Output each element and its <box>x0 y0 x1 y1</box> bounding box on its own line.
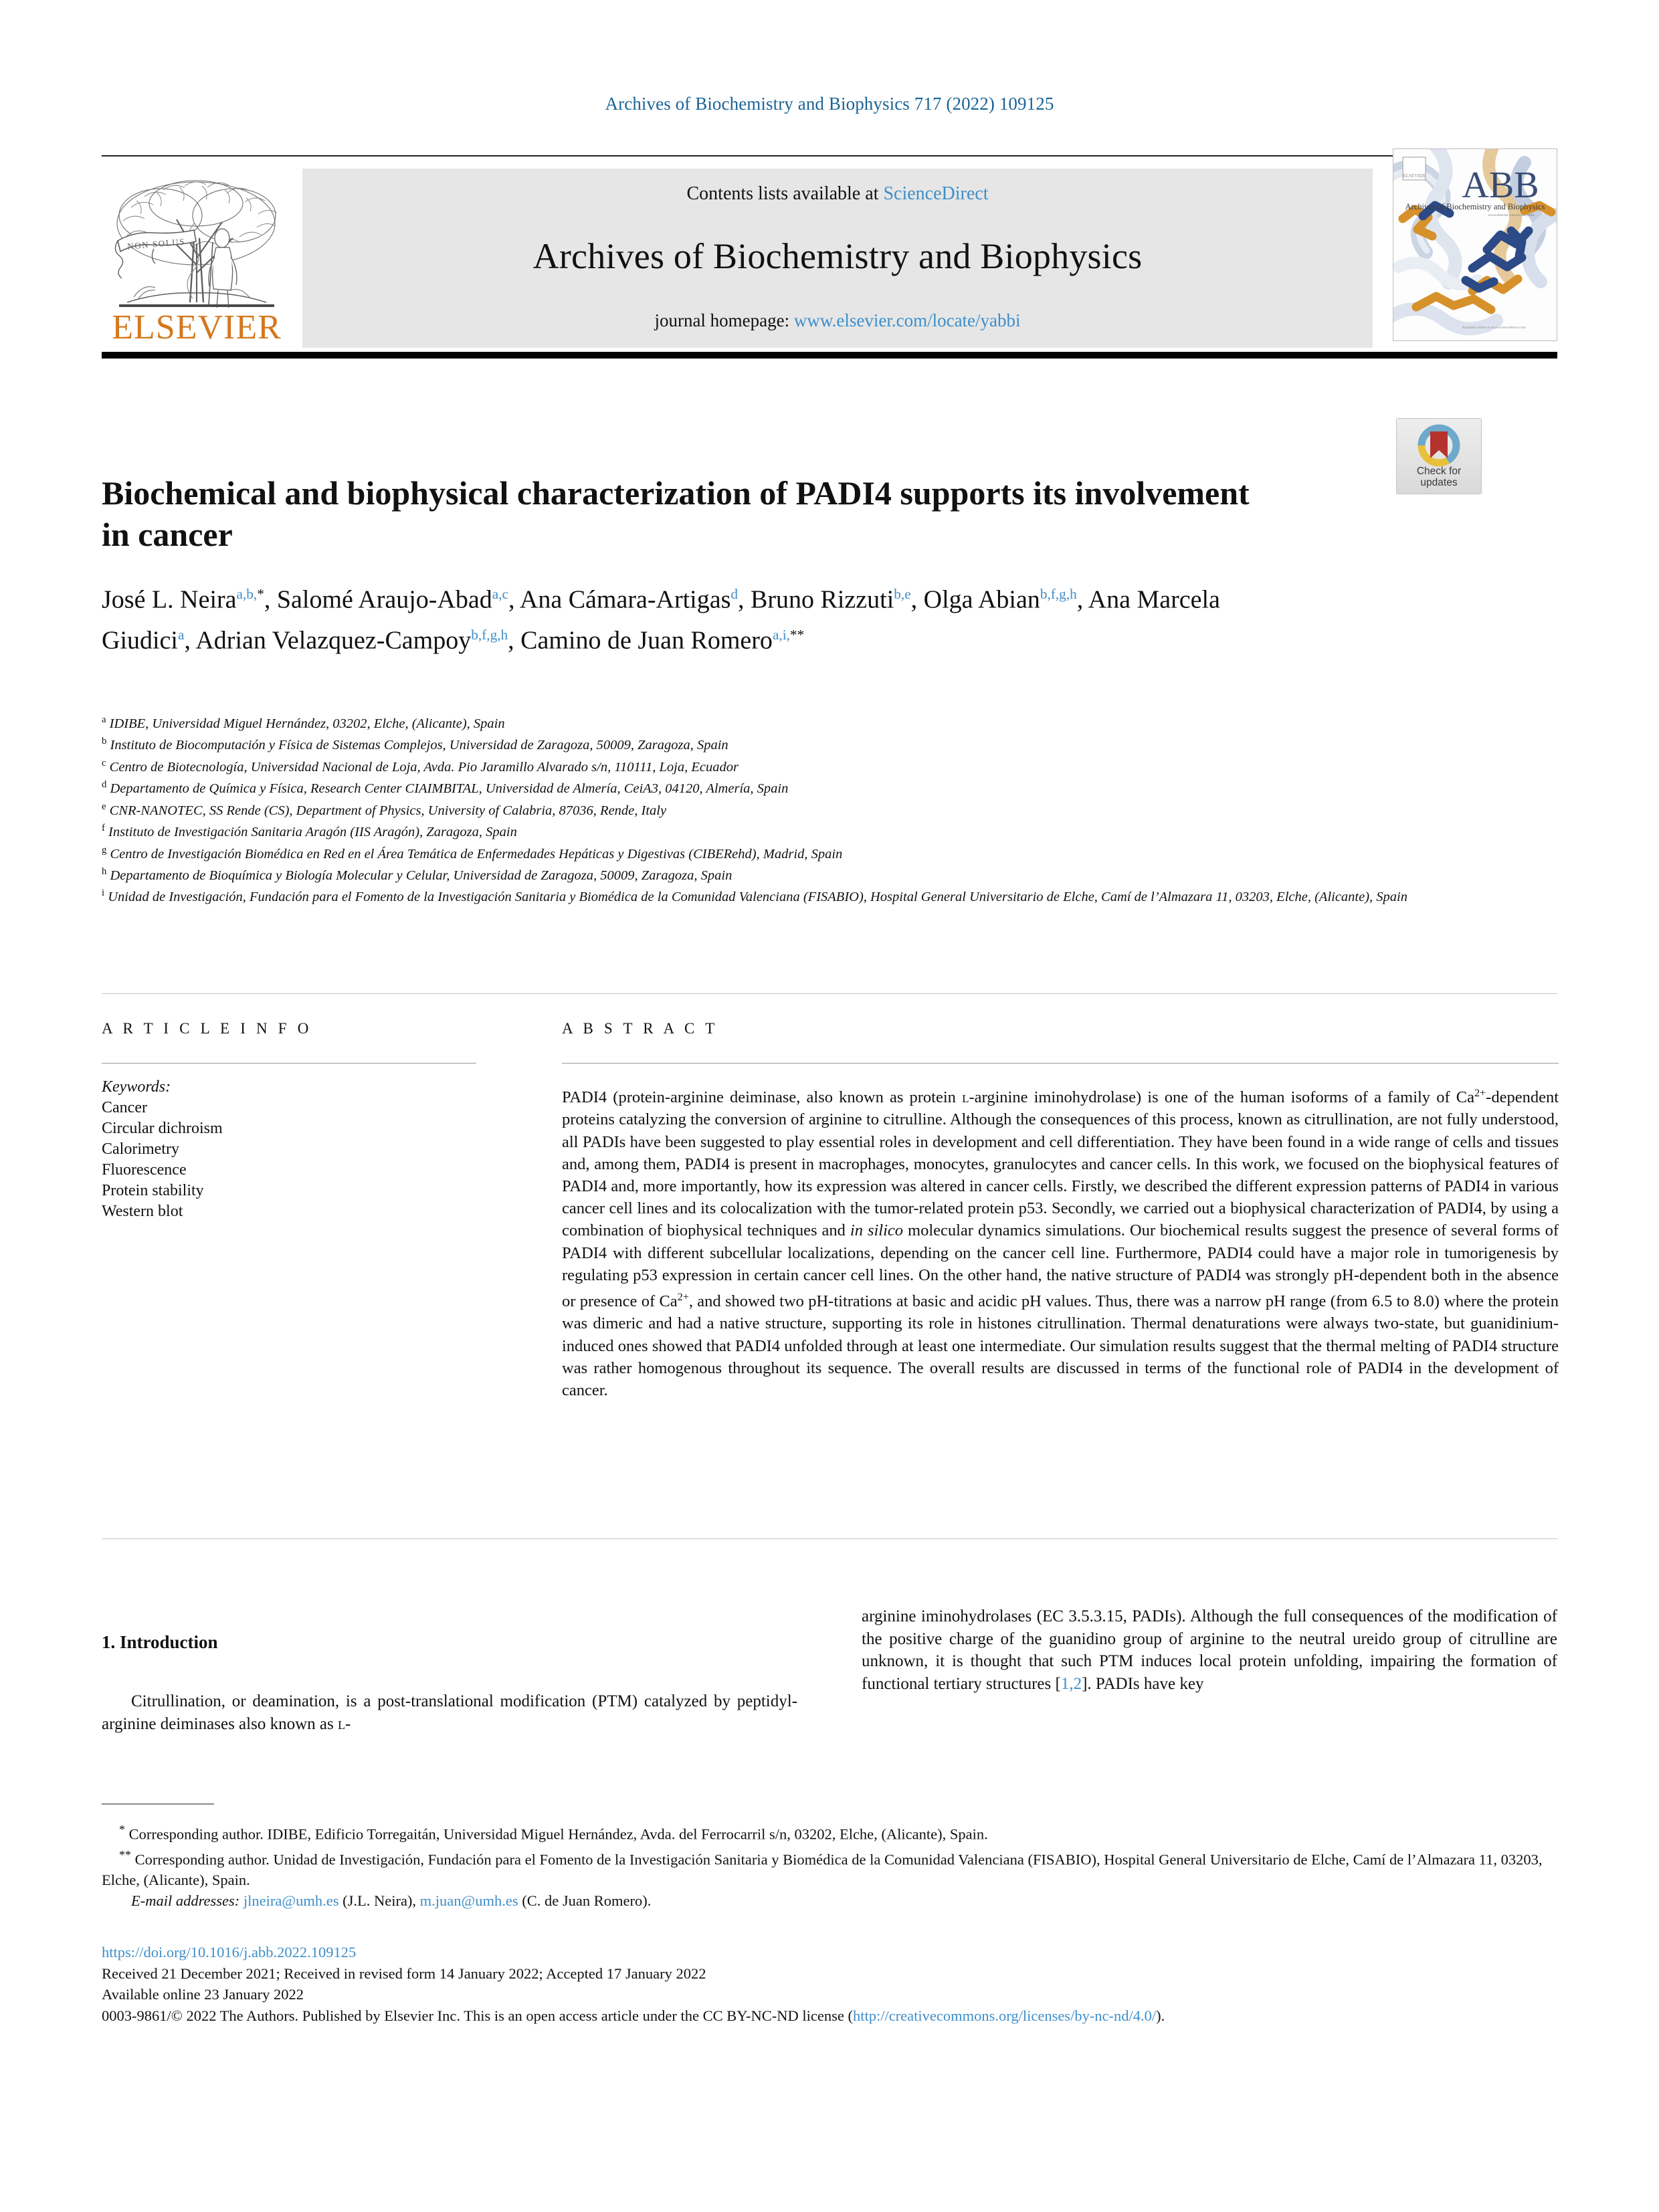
received-dates: Received 21 December 2021; Received in revised form 14 January 2022; Accepted 17 January 2022 <box>102 1965 706 1982</box>
affiliation-item <box>102 819 1413 841</box>
abstract-text: PADI4 (protein-arginine deiminase, also known as protein l-arginine iminohydrolase) is one of the human isoforms of a family of $Ca^{2+}$-dependent proteins catalyzing the conversion of arginine to citrulline. Although the consequences of this process, known as citrullination, are not fully understood, all PADIs have been suggested to play essential roles in development and cell differentiation. They have been found in a wide range of cells and tissues and, among them, PADI4 is present in macrophages, monocytes, granulocytes and cancer cells. In this work, we focused on the biophysical features of PADI4 and, more importantly, how its expression was altered in cancer cells. Firstly, we described the different expression patterns of PADI4 in various cancer cell lines and its colocalization with the tumor-related protein p53. Secondly, we carried out a biophysical characterization of PADI4, by using a combination of biophysical techniques and in silico molecular dynamics simulations. Our biochemical results suggest the presence of several forms of PADI4 with different subcellular localizations, depending on the cancer cell line. Furthermore, PADI4 could have a major role in tumorigenesis by regulating p53 expression in certain cancer cell lines. On the other hand, the native structure of PADI4 was strongly pH-dependent both in the absence or presence of $Ca^{2+}$, and showed two pH-titrations at basic and acidic pH values. Thus, there was a narrow pH range (from 6.5 to 8.0) where the protein was dimeric and had a native structure, supporting its role in histones citrullination. Thermal denaturations were always two-state, but guanidinium-induced ones showed that PADI4 unfolded through at least one intermediate. Our simulation results suggest that the thermal melting of PADI4 structure was rather homogenous throughout its sequence. The overall results are discussed in terms of the functional role of PADI4 in the development of cancer. <box>562 1088 1559 1399</box>
affiliation-text: Centro de Investigación Biomédica en Red en el Área Temática de Enfermedades Hepáticas y Digestivas (CIBERehd), Madrid, Spain <box>110 846 843 862</box>
masthead-bottom-rule <box>102 352 1557 359</box>
author-list: José L. Neira$^{a,b,*}$, Salomé Araujo-Abad$^{a,c}$, Ana Cámara-Artigas$^d$, Bruno Rizzuti$^{b,e}$, Olga Abian$^{b,f,g,h}$, Ana Marcela Giudici$^a$, Adrian Velazquez-Campoy$^{b,f,g,h}$, Camino de Juan Romero$^{a,i,**}$ <box>102 585 1220 655</box>
article-info-rule <box>102 1063 476 1064</box>
license-block <box>102 1942 1557 2026</box>
affiliation-text: IDIBE, Universidad Miguel Hernández, 03202, Elche, (Alicante), Spain <box>109 716 505 731</box>
journal-cover-art <box>1393 149 1557 340</box>
cover-abbrev-text: ABB <box>1462 165 1539 206</box>
affiliation-item <box>102 711 1413 732</box>
cover-subtitle-text: Archives of Biochemistry and Biophysics <box>1405 202 1545 211</box>
info-section-bottom-rule <box>102 1538 1557 1539</box>
affiliation-mark: a <box>102 714 106 725</box>
affiliation-item <box>102 755 1413 776</box>
journal-homepage-link[interactable]: www.elsevier.com/locate/yabbi <box>793 310 1021 330</box>
available-online: Available online 23 January 2022 <box>102 1986 304 2003</box>
corresponding-author-1: * Corresponding author. IDIBE, Edificio Torregaitán, Universidad Miguel Hernández, Avda. del Ferrocarril s/n, 03202, Elche, (Alicante), Spain. <box>119 1823 988 1843</box>
running-head: Archives of Biochemistry and Biophysics 717 (2022) 109125 <box>605 94 1054 114</box>
affiliation-mark: h <box>102 866 107 877</box>
corresponding-author-2: ** Corresponding author. Unidad de Investigación, Fundación para el Fomento de la Investigación Sanitaria y Biomédica de la Comunidad Valenciana (FISABIO), Hospital General Universitario de Elche, Camí de l’Almazara 11, 03203, Elche, (Alicante), Spain. <box>102 1847 1543 1888</box>
masthead-panel <box>302 169 1373 348</box>
affiliation-item <box>102 863 1413 884</box>
affiliation-item <box>102 841 1413 863</box>
affiliation-item <box>102 798 1413 819</box>
affiliation-item <box>102 732 1413 754</box>
affiliation-mark: f <box>102 823 105 834</box>
abstract-rule <box>562 1063 1559 1064</box>
introduction-right-column <box>862 1605 1557 1695</box>
elsevier-wordmark: ELSEVIER <box>112 308 282 346</box>
copyright-text: 0003-9861/© 2022 The Authors. Published by Elsevier Inc. This is an open access article under the CC BY-NC-ND license (http://creativecommons.org/licenses/by-nc-nd/4.0/). <box>102 2007 1165 2024</box>
affiliation-text: Unidad de Investigación, Fundación para el Fomento de la Investigación Sanitaria y Biomédica de la Comunidad Valenciana (FISABIO), Hospital General Universitario de Elche, Camí de l’Almazara 11, 03203, Elche, (Alicante), Spain <box>108 890 1407 905</box>
masthead-top-rule <box>102 155 1557 157</box>
affiliation-item <box>102 776 1413 797</box>
svg-text:www.elsevier.com/locate/yabbi: www.elsevier.com/locate/yabbi <box>1488 213 1535 217</box>
affiliation-text: Departamento de Química y Física, Research Center CIAIMBITAL, Universidad de Almería, CeiA3, 04120, Almería, Spain <box>110 781 789 797</box>
affiliation-mark: b <box>102 736 107 747</box>
contents-prefix: Contents lists available at <box>686 183 884 204</box>
crossmark-label <box>1397 466 1481 488</box>
affiliation-mark: e <box>102 801 106 812</box>
keywords-label: Keywords: <box>102 1078 171 1096</box>
crossmark-line2: updates <box>1420 477 1458 488</box>
page-title: Biochemical and biophysical characterization of PADI4 supports its involvement in cancer <box>102 474 1250 553</box>
affiliation-mark: d <box>102 779 107 791</box>
introduction-heading: 1. Introduction <box>102 1632 218 1652</box>
elsevier-motto: NON SOLUS <box>126 236 186 252</box>
abstract-heading: A B S T R A C T <box>562 1020 718 1037</box>
footnote-block <box>102 1819 1557 1911</box>
keywords-block <box>102 1077 476 1222</box>
affiliation-item <box>102 884 1413 906</box>
introduction-paragraph-right: arginine iminohydrolases (EC 3.5.3.15, PADIs). Although the full consequences of the modification of the positive charge of the guanidino group of arginine to the neutral ureido group of citrulline are unknown, it is thought that such PTM induces local protein unfolding, impairing the formation of functional tertiary structures [1,2]. PADIs have key <box>862 1607 1557 1693</box>
affiliation-text: Instituto de Biocomputación y Física de Sistemas Complejos, Universidad de Zaragoza, 50009, Zaragoza, Spain <box>110 738 728 753</box>
affiliation-text: Centro de Biotecnología, Universidad Nacional de Loja, Avda. Pio Jaramillo Alvarado s/n, 110111, Loja, Ecuador <box>109 759 739 775</box>
svg-text:Available online at www.scienc: Available online at www.sciencedirect.com <box>1462 326 1526 330</box>
affiliation-text: CNR-NANOTEC, SS Rende (CS), Department of Physics, University of Calabria, 87036, Rende, Italy <box>109 803 667 818</box>
article-info-heading: A R T I C L E I N F O <box>102 1020 312 1037</box>
crossmark-line1: Check for <box>1416 466 1462 477</box>
footnote-rule <box>102 1803 214 1805</box>
keyword-item: Calorimetry <box>102 1140 179 1158</box>
introduction-paragraph-left: Citrullination, or deamination, is a post-translational modification (PTM) catalyzed by peptidyl-arginine deiminases also known as l- <box>102 1692 797 1733</box>
crossmark-badge[interactable] <box>1396 418 1482 494</box>
keyword-item: Circular dichroism <box>102 1120 223 1137</box>
keyword-item: Protein stability <box>102 1182 204 1199</box>
journal-cover-thumbnail <box>1393 148 1557 341</box>
svg-text:ELSEVIER: ELSEVIER <box>1403 173 1426 179</box>
keyword-item: Cancer <box>102 1099 147 1116</box>
affiliation-list <box>102 711 1413 906</box>
keyword-item: Western blot <box>102 1203 183 1220</box>
info-section-top-rule <box>102 993 1557 994</box>
article-info-column <box>102 1020 476 1222</box>
homepage-line <box>302 310 1373 331</box>
email-addresses: E-mail addresses: jlneira@umh.es (J.L. Neira), m.juan@umh.es (C. de Juan Romero). <box>131 1892 652 1909</box>
homepage-prefix: journal homepage: <box>654 310 794 330</box>
introduction-left-column <box>102 1632 797 1735</box>
elsevier-logo <box>107 171 288 346</box>
contents-line <box>302 183 1373 205</box>
journal-title: Archives of Biochemistry and Biophysics <box>532 236 1143 276</box>
keyword-item: Fluorescence <box>102 1161 187 1179</box>
elsevier-tree-icon <box>107 171 288 346</box>
abstract-column <box>562 1020 1559 1401</box>
sciencedirect-link[interactable]: ScienceDirect <box>883 183 989 204</box>
affiliation-mark: i <box>102 888 105 899</box>
doi-link[interactable] <box>102 1942 1557 1963</box>
affiliation-text: Instituto de Investigación Sanitaria Aragón (IIS Aragón), Zaragoza, Spain <box>108 824 517 839</box>
affiliation-mark: g <box>102 844 107 856</box>
journal-masthead <box>102 155 1557 353</box>
doi-anchor[interactable]: https://doi.org/10.1016/j.abb.2022.109125 <box>102 1944 357 1960</box>
affiliation-text: Departamento de Bioquímica y Biología Molecular y Celular, Universidad de Zaragoza, 50009, Zaragoza, Spain <box>110 868 733 883</box>
affiliation-mark: c <box>102 757 106 769</box>
